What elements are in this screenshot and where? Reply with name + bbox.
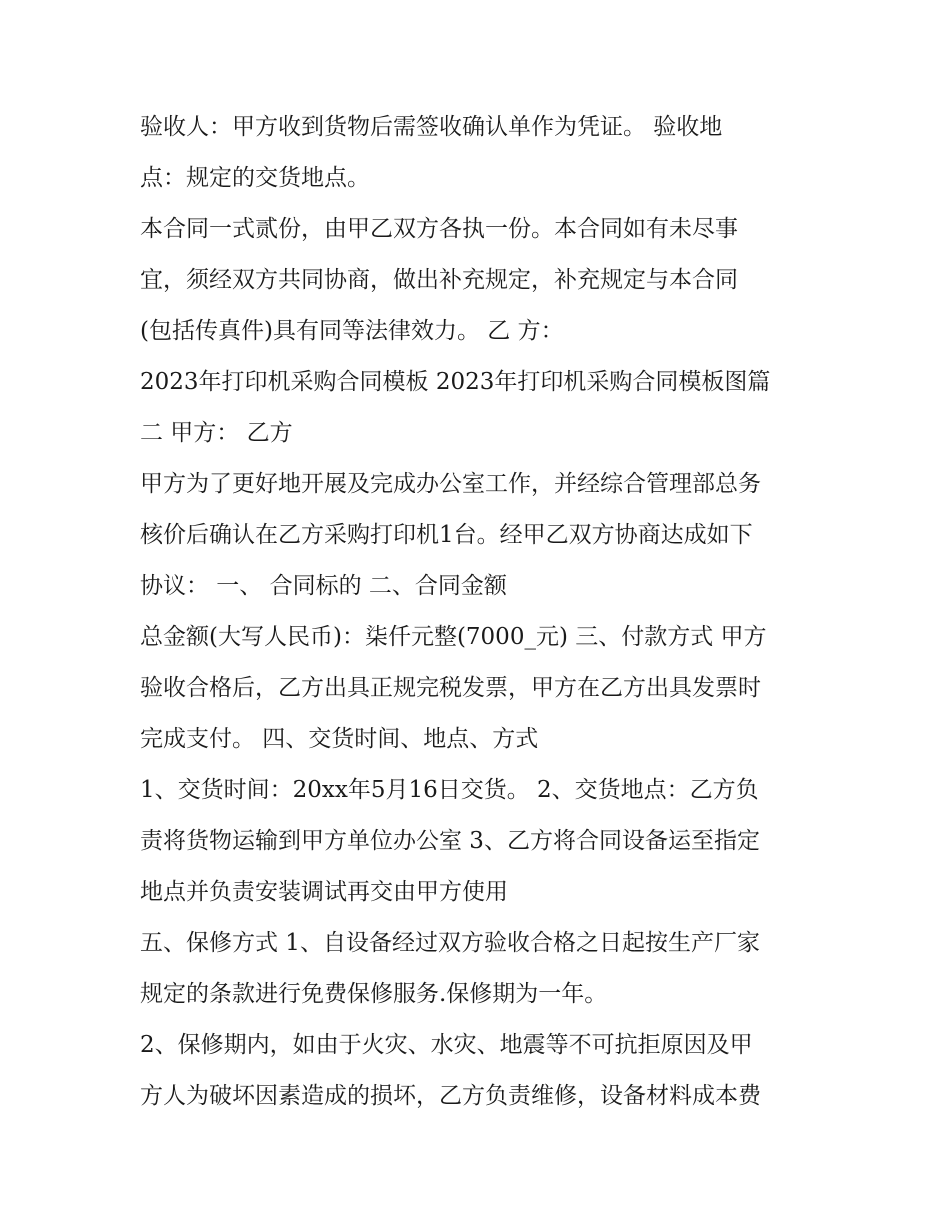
text-line: 验收人：甲方收到货物后需签收确认单作为凭证。 验收地 (140, 114, 723, 140)
text-line: 五、保修方式 1、自设备经过双方验收合格之日起按生产厂家 (140, 930, 760, 956)
document-page (140, 102, 820, 1122)
text-line: 核价后确认在乙方采购打印机1台。经甲乙双方协商达成如下 (140, 522, 753, 548)
text-line: 1、交货时间：20xx年5月16日交货。 2、交货地点：乙方负 (140, 777, 759, 803)
text-line: 点：规定的交货地点。 (140, 165, 370, 191)
text-line: 方人为破坏因素造成的损坏，乙方负责维修，设备材料成本费 (140, 1083, 761, 1109)
text-line: 宜，须经双方共同协商，做出补充规定，补充规定与本合同 (140, 267, 738, 293)
text-line: (包括传真件)具有同等法律效力。 乙 方： (140, 318, 564, 344)
text-line: 责将货物运输到甲方单位办公室 3、乙方将合同设备运至指定 (140, 828, 760, 854)
text-line: 规定的条款进行免费保修服务.保修期为一年。 (140, 981, 608, 1007)
text-line: 总金额(大写人民币)：柒仟元整(7000_元) 三、付款方式 甲方 (140, 624, 767, 650)
text-line: 2023年打印机采购合同模板 2023年打印机采购合同模板图篇 (140, 369, 771, 395)
text-line: 本合同一式贰份，由甲乙双方各执一份。本合同如有未尽事 (140, 216, 738, 242)
text-line: 完成支付。 四、交货时间、地点、方式 (140, 726, 539, 752)
text-line: 二 甲方： 乙方 (140, 420, 293, 446)
text-line: 协议： 一、 合同标的 二、合同金额 (140, 573, 507, 599)
text-line: 2、保修期内，如由于火灾、水灾、地震等不可抗拒原因及甲 (140, 1032, 753, 1058)
text-line: 地点并负责安装调试再交由甲方使用 (140, 879, 508, 905)
text-line: 甲方为了更好地开展及完成办公室工作，并经综合管理部总务 (140, 471, 761, 497)
text-line: 验收合格后，乙方出具正规完税发票，甲方在乙方出具发票时 (140, 675, 761, 701)
